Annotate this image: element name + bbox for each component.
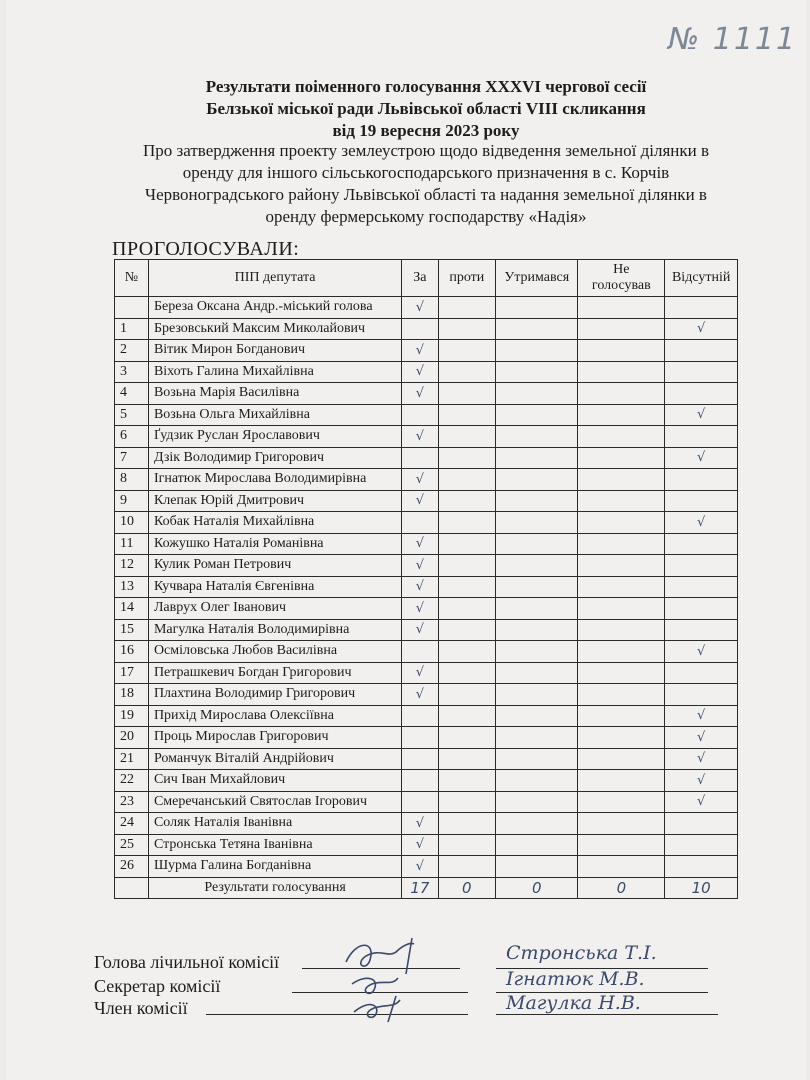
- table-row: [115, 383, 738, 405]
- row-utrymavsia: [496, 856, 578, 878]
- row-za: √: [402, 813, 438, 835]
- row-name: Возьна Ольга Михайлівна: [148, 404, 401, 426]
- table-row: [115, 533, 738, 555]
- row-ne-holosuvav: [578, 426, 665, 448]
- row-proty: [438, 641, 496, 663]
- row-no: 17: [115, 662, 149, 684]
- subject-line: оренду фермерському господарству «Надія»: [265, 207, 587, 226]
- row-no: 3: [115, 361, 149, 383]
- row-ne-holosuvav: [578, 297, 665, 319]
- row-vidsutnii: [665, 426, 738, 448]
- title-line: від 19 вересня 2023 року: [332, 121, 520, 140]
- row-name: Смеречанський Святослав Ігорович: [148, 791, 401, 813]
- row-utrymavsia: [496, 770, 578, 792]
- table-row: [115, 641, 738, 663]
- row-utrymavsia: [496, 426, 578, 448]
- row-vidsutnii: [665, 533, 738, 555]
- row-proty: [438, 512, 496, 534]
- row-utrymavsia: [496, 684, 578, 706]
- row-name: Романчук Віталій Андрійович: [148, 748, 401, 770]
- row-za: √: [402, 856, 438, 878]
- header-vidsutnii: Відсутній: [665, 260, 738, 297]
- results-label: Результати голосування: [148, 877, 401, 899]
- row-vidsutnii: √: [665, 705, 738, 727]
- header-name: ПІП депутата: [148, 260, 401, 297]
- row-proty: [438, 813, 496, 835]
- row-name: Береза Оксана Андр.-міський голова: [148, 297, 401, 319]
- table-row: [115, 490, 738, 512]
- row-vidsutnii: √: [665, 447, 738, 469]
- row-za: √: [402, 361, 438, 383]
- row-proty: [438, 791, 496, 813]
- row-ne-holosuvav: [578, 813, 665, 835]
- row-proty: [438, 469, 496, 491]
- table-row: [115, 447, 738, 469]
- row-name: Кучвара Наталія Євгенівна: [148, 576, 401, 598]
- row-name: Стронська Тетяна Іванівна: [148, 834, 401, 856]
- row-name: Вітик Мирон Богданович: [148, 340, 401, 362]
- row-za: √: [402, 469, 438, 491]
- row-proty: [438, 404, 496, 426]
- row-vidsutnii: √: [665, 512, 738, 534]
- row-no: 1: [115, 318, 149, 340]
- row-name: Петрашкевич Богдан Григорович: [148, 662, 401, 684]
- subject-line: Про затвердження проекту землеустрою щодо відведення земельної ділянки в: [143, 141, 709, 160]
- row-ne-holosuvav: [578, 361, 665, 383]
- row-no: 26: [115, 856, 149, 878]
- row-ne-holosuvav: [578, 791, 665, 813]
- row-name: Дзік Володимир Григорович: [148, 447, 401, 469]
- row-ne-holosuvav: [578, 490, 665, 512]
- row-ne-holosuvav: [578, 705, 665, 727]
- row-vidsutnii: √: [665, 318, 738, 340]
- row-proty: [438, 383, 496, 405]
- row-proty: [438, 447, 496, 469]
- table-row: [115, 340, 738, 362]
- row-utrymavsia: [496, 576, 578, 598]
- row-ne-holosuvav: [578, 662, 665, 684]
- row-name: Ґудзик Руслан Ярославович: [148, 426, 401, 448]
- row-za: [402, 791, 438, 813]
- row-name: Прихід Мирослава Олексіївна: [148, 705, 401, 727]
- row-proty: [438, 361, 496, 383]
- row-utrymavsia: [496, 297, 578, 319]
- row-ne-holosuvav: [578, 770, 665, 792]
- table-row: [115, 361, 738, 383]
- row-za: √: [402, 598, 438, 620]
- row-vidsutnii: [665, 555, 738, 577]
- row-utrymavsia: [496, 318, 578, 340]
- row-utrymavsia: [496, 512, 578, 534]
- row-no: 8: [115, 469, 149, 491]
- row-ne-holosuvav: [578, 404, 665, 426]
- row-name: Проць Мирослав Григорович: [148, 727, 401, 749]
- table-row: [115, 426, 738, 448]
- table-header-row: [115, 260, 738, 297]
- row-ne-holosuvav: [578, 469, 665, 491]
- row-vidsutnii: [665, 813, 738, 835]
- header-za: За: [402, 260, 438, 297]
- row-proty: [438, 770, 496, 792]
- row-no: 23: [115, 791, 149, 813]
- table-row: [115, 404, 738, 426]
- row-ne-holosuvav: [578, 447, 665, 469]
- row-proty: [438, 576, 496, 598]
- row-name: Кобак Наталія Михайлівна: [148, 512, 401, 534]
- row-name: Клепак Юрій Дмитрович: [148, 490, 401, 512]
- row-ne-holosuvav: [578, 533, 665, 555]
- table-row: [115, 813, 738, 835]
- table-row: [115, 598, 738, 620]
- row-utrymavsia: [496, 533, 578, 555]
- row-ne-holosuvav: [578, 641, 665, 663]
- row-proty: [438, 426, 496, 448]
- row-ne-holosuvav: [578, 684, 665, 706]
- row-za: √: [402, 834, 438, 856]
- row-utrymavsia: [496, 598, 578, 620]
- document-sheet: [6, 0, 806, 1080]
- row-vidsutnii: [665, 619, 738, 641]
- row-name: Сич Іван Михайлович: [148, 770, 401, 792]
- table-row: [115, 770, 738, 792]
- row-vidsutnii: √: [665, 727, 738, 749]
- name-line: [496, 1014, 718, 1015]
- results-ne-holosuvav: 0: [578, 877, 665, 899]
- table-row: [115, 512, 738, 534]
- row-proty: [438, 318, 496, 340]
- row-no: 12: [115, 555, 149, 577]
- table-row: [115, 555, 738, 577]
- row-name: Кулик Роман Петрович: [148, 555, 401, 577]
- row-vidsutnii: [665, 340, 738, 362]
- row-utrymavsia: [496, 834, 578, 856]
- row-ne-holosuvav: [578, 856, 665, 878]
- row-proty: [438, 555, 496, 577]
- row-za: √: [402, 340, 438, 362]
- row-vidsutnii: √: [665, 770, 738, 792]
- row-proty: [438, 619, 496, 641]
- decision-subject: [86, 140, 766, 228]
- handwritten-name: Магулка Н.В.: [506, 992, 641, 1014]
- row-utrymavsia: [496, 555, 578, 577]
- results-vidsutnii: 10: [665, 877, 738, 899]
- row-no: 9: [115, 490, 149, 512]
- results-row: [115, 877, 738, 899]
- row-utrymavsia: [496, 813, 578, 835]
- header-proty: проти: [438, 260, 496, 297]
- row-vidsutnii: [665, 856, 738, 878]
- voted-label: ПРОГОЛОСУВАЛИ:: [112, 238, 300, 260]
- row-no: 11: [115, 533, 149, 555]
- row-za: √: [402, 662, 438, 684]
- row-proty: [438, 705, 496, 727]
- row-name: Магулка Наталія Володимирівна: [148, 619, 401, 641]
- row-utrymavsia: [496, 404, 578, 426]
- table-row: [115, 662, 738, 684]
- document-title: [86, 76, 766, 142]
- row-proty: [438, 727, 496, 749]
- row-ne-holosuvav: [578, 619, 665, 641]
- row-no: 5: [115, 404, 149, 426]
- row-proty: [438, 297, 496, 319]
- results-utrymavsia: 0: [496, 877, 578, 899]
- row-no: 10: [115, 512, 149, 534]
- table-row: [115, 318, 738, 340]
- vote-table: [114, 259, 738, 899]
- row-za: √: [402, 619, 438, 641]
- row-proty: [438, 490, 496, 512]
- row-ne-holosuvav: [578, 727, 665, 749]
- row-no: 6: [115, 426, 149, 448]
- row-za: √: [402, 383, 438, 405]
- signature-role: Секретар комісії: [94, 976, 221, 996]
- row-no: 21: [115, 748, 149, 770]
- table-row: [115, 576, 738, 598]
- subject-line: Червоноградського району Львівської області та надання земельної ділянки в: [145, 185, 707, 204]
- row-no: 16: [115, 641, 149, 663]
- row-utrymavsia: [496, 361, 578, 383]
- row-utrymavsia: [496, 641, 578, 663]
- row-ne-holosuvav: [578, 340, 665, 362]
- table-row: [115, 791, 738, 813]
- row-utrymavsia: [496, 727, 578, 749]
- row-vidsutnii: [665, 598, 738, 620]
- row-za: √: [402, 426, 438, 448]
- table-row: [115, 619, 738, 641]
- row-proty: [438, 533, 496, 555]
- row-no: 13: [115, 576, 149, 598]
- row-proty: [438, 684, 496, 706]
- row-name: Віхоть Галина Михайлівна: [148, 361, 401, 383]
- handwritten-signature-icon: [336, 934, 436, 1024]
- row-vidsutnii: √: [665, 404, 738, 426]
- table-row: [115, 297, 738, 319]
- row-proty: [438, 748, 496, 770]
- row-no: 25: [115, 834, 149, 856]
- row-name: Кожушко Наталія Романівна: [148, 533, 401, 555]
- row-vidsutnii: [665, 834, 738, 856]
- table-row: [115, 727, 738, 749]
- handwritten-doc-number: № 1111: [668, 22, 798, 57]
- results-no-cell: [115, 877, 149, 899]
- row-vidsutnii: [665, 662, 738, 684]
- subject-line: оренду для іншого сільськогосподарського призначення в с. Корчів: [182, 163, 670, 182]
- row-ne-holosuvav: [578, 834, 665, 856]
- row-name: Возьна Марія Василівна: [148, 383, 401, 405]
- header-utrymavsia: Утримався: [496, 260, 578, 297]
- row-proty: [438, 856, 496, 878]
- row-proty: [438, 834, 496, 856]
- row-vidsutnii: [665, 297, 738, 319]
- title-line: Белзької міської ради Львівської області VIII скликання: [206, 99, 646, 118]
- row-utrymavsia: [496, 490, 578, 512]
- results-proty: 0: [438, 877, 496, 899]
- row-ne-holosuvav: [578, 555, 665, 577]
- row-utrymavsia: [496, 705, 578, 727]
- row-za: √: [402, 490, 438, 512]
- row-ne-holosuvav: [578, 512, 665, 534]
- row-utrymavsia: [496, 662, 578, 684]
- vote-table-body: [115, 297, 738, 878]
- header-no: №: [115, 260, 149, 297]
- row-vidsutnii: [665, 490, 738, 512]
- row-vidsutnii: [665, 469, 738, 491]
- table-row: [115, 748, 738, 770]
- table-row: [115, 705, 738, 727]
- row-ne-holosuvav: [578, 598, 665, 620]
- row-no: 15: [115, 619, 149, 641]
- row-za: [402, 318, 438, 340]
- row-za: [402, 770, 438, 792]
- row-za: [402, 641, 438, 663]
- row-utrymavsia: [496, 748, 578, 770]
- handwritten-name: Стронська Т.І.: [506, 942, 657, 964]
- row-za: [402, 404, 438, 426]
- title-line: Результати поіменного голосування XXXVI чергової сесії: [205, 77, 647, 96]
- row-name: Лаврух Олег Іванович: [148, 598, 401, 620]
- row-za: [402, 748, 438, 770]
- table-row: [115, 856, 738, 878]
- table-row: [115, 469, 738, 491]
- row-proty: [438, 340, 496, 362]
- header-ne-holosuvav: Не голосував: [578, 260, 665, 297]
- row-ne-holosuvav: [578, 318, 665, 340]
- row-name: Брезовський Максим Миколайович: [148, 318, 401, 340]
- row-no: 24: [115, 813, 149, 835]
- row-ne-holosuvav: [578, 383, 665, 405]
- row-no: 19: [115, 705, 149, 727]
- row-utrymavsia: [496, 469, 578, 491]
- row-name: Осміловська Любов Василівна: [148, 641, 401, 663]
- row-proty: [438, 662, 496, 684]
- row-utrymavsia: [496, 383, 578, 405]
- row-za: [402, 447, 438, 469]
- row-vidsutnii: √: [665, 641, 738, 663]
- table-row: [115, 834, 738, 856]
- row-no: 18: [115, 684, 149, 706]
- row-vidsutnii: √: [665, 748, 738, 770]
- row-proty: [438, 598, 496, 620]
- row-utrymavsia: [496, 791, 578, 813]
- row-no: 4: [115, 383, 149, 405]
- row-name: Шурма Галина Богданівна: [148, 856, 401, 878]
- row-no: 14: [115, 598, 149, 620]
- row-vidsutnii: [665, 383, 738, 405]
- row-za: [402, 727, 438, 749]
- row-vidsutnii: [665, 576, 738, 598]
- row-no: 22: [115, 770, 149, 792]
- row-utrymavsia: [496, 447, 578, 469]
- signature-role: Голова лічильної комісії: [94, 952, 280, 972]
- row-name: Соляк Наталія Іванівна: [148, 813, 401, 835]
- row-za: [402, 512, 438, 534]
- row-za: √: [402, 555, 438, 577]
- row-vidsutnii: [665, 684, 738, 706]
- row-za: √: [402, 684, 438, 706]
- row-za: √: [402, 576, 438, 598]
- row-no: [115, 297, 149, 319]
- results-za: 17: [402, 877, 438, 899]
- row-no: 2: [115, 340, 149, 362]
- row-za: [402, 705, 438, 727]
- row-utrymavsia: [496, 619, 578, 641]
- row-utrymavsia: [496, 340, 578, 362]
- table-row: [115, 684, 738, 706]
- handwritten-name: Ігнатюк М.В.: [506, 968, 645, 990]
- row-no: 7: [115, 447, 149, 469]
- row-ne-holosuvav: [578, 748, 665, 770]
- row-no: 20: [115, 727, 149, 749]
- row-vidsutnii: √: [665, 791, 738, 813]
- signature-role: Член комісії: [94, 998, 188, 1018]
- row-ne-holosuvav: [578, 576, 665, 598]
- row-name: Плахтина Володимир Григорович: [148, 684, 401, 706]
- row-name: Ігнатюк Мирослава Володимирівна: [148, 469, 401, 491]
- row-za: √: [402, 533, 438, 555]
- row-za: √: [402, 297, 438, 319]
- row-vidsutnii: [665, 361, 738, 383]
